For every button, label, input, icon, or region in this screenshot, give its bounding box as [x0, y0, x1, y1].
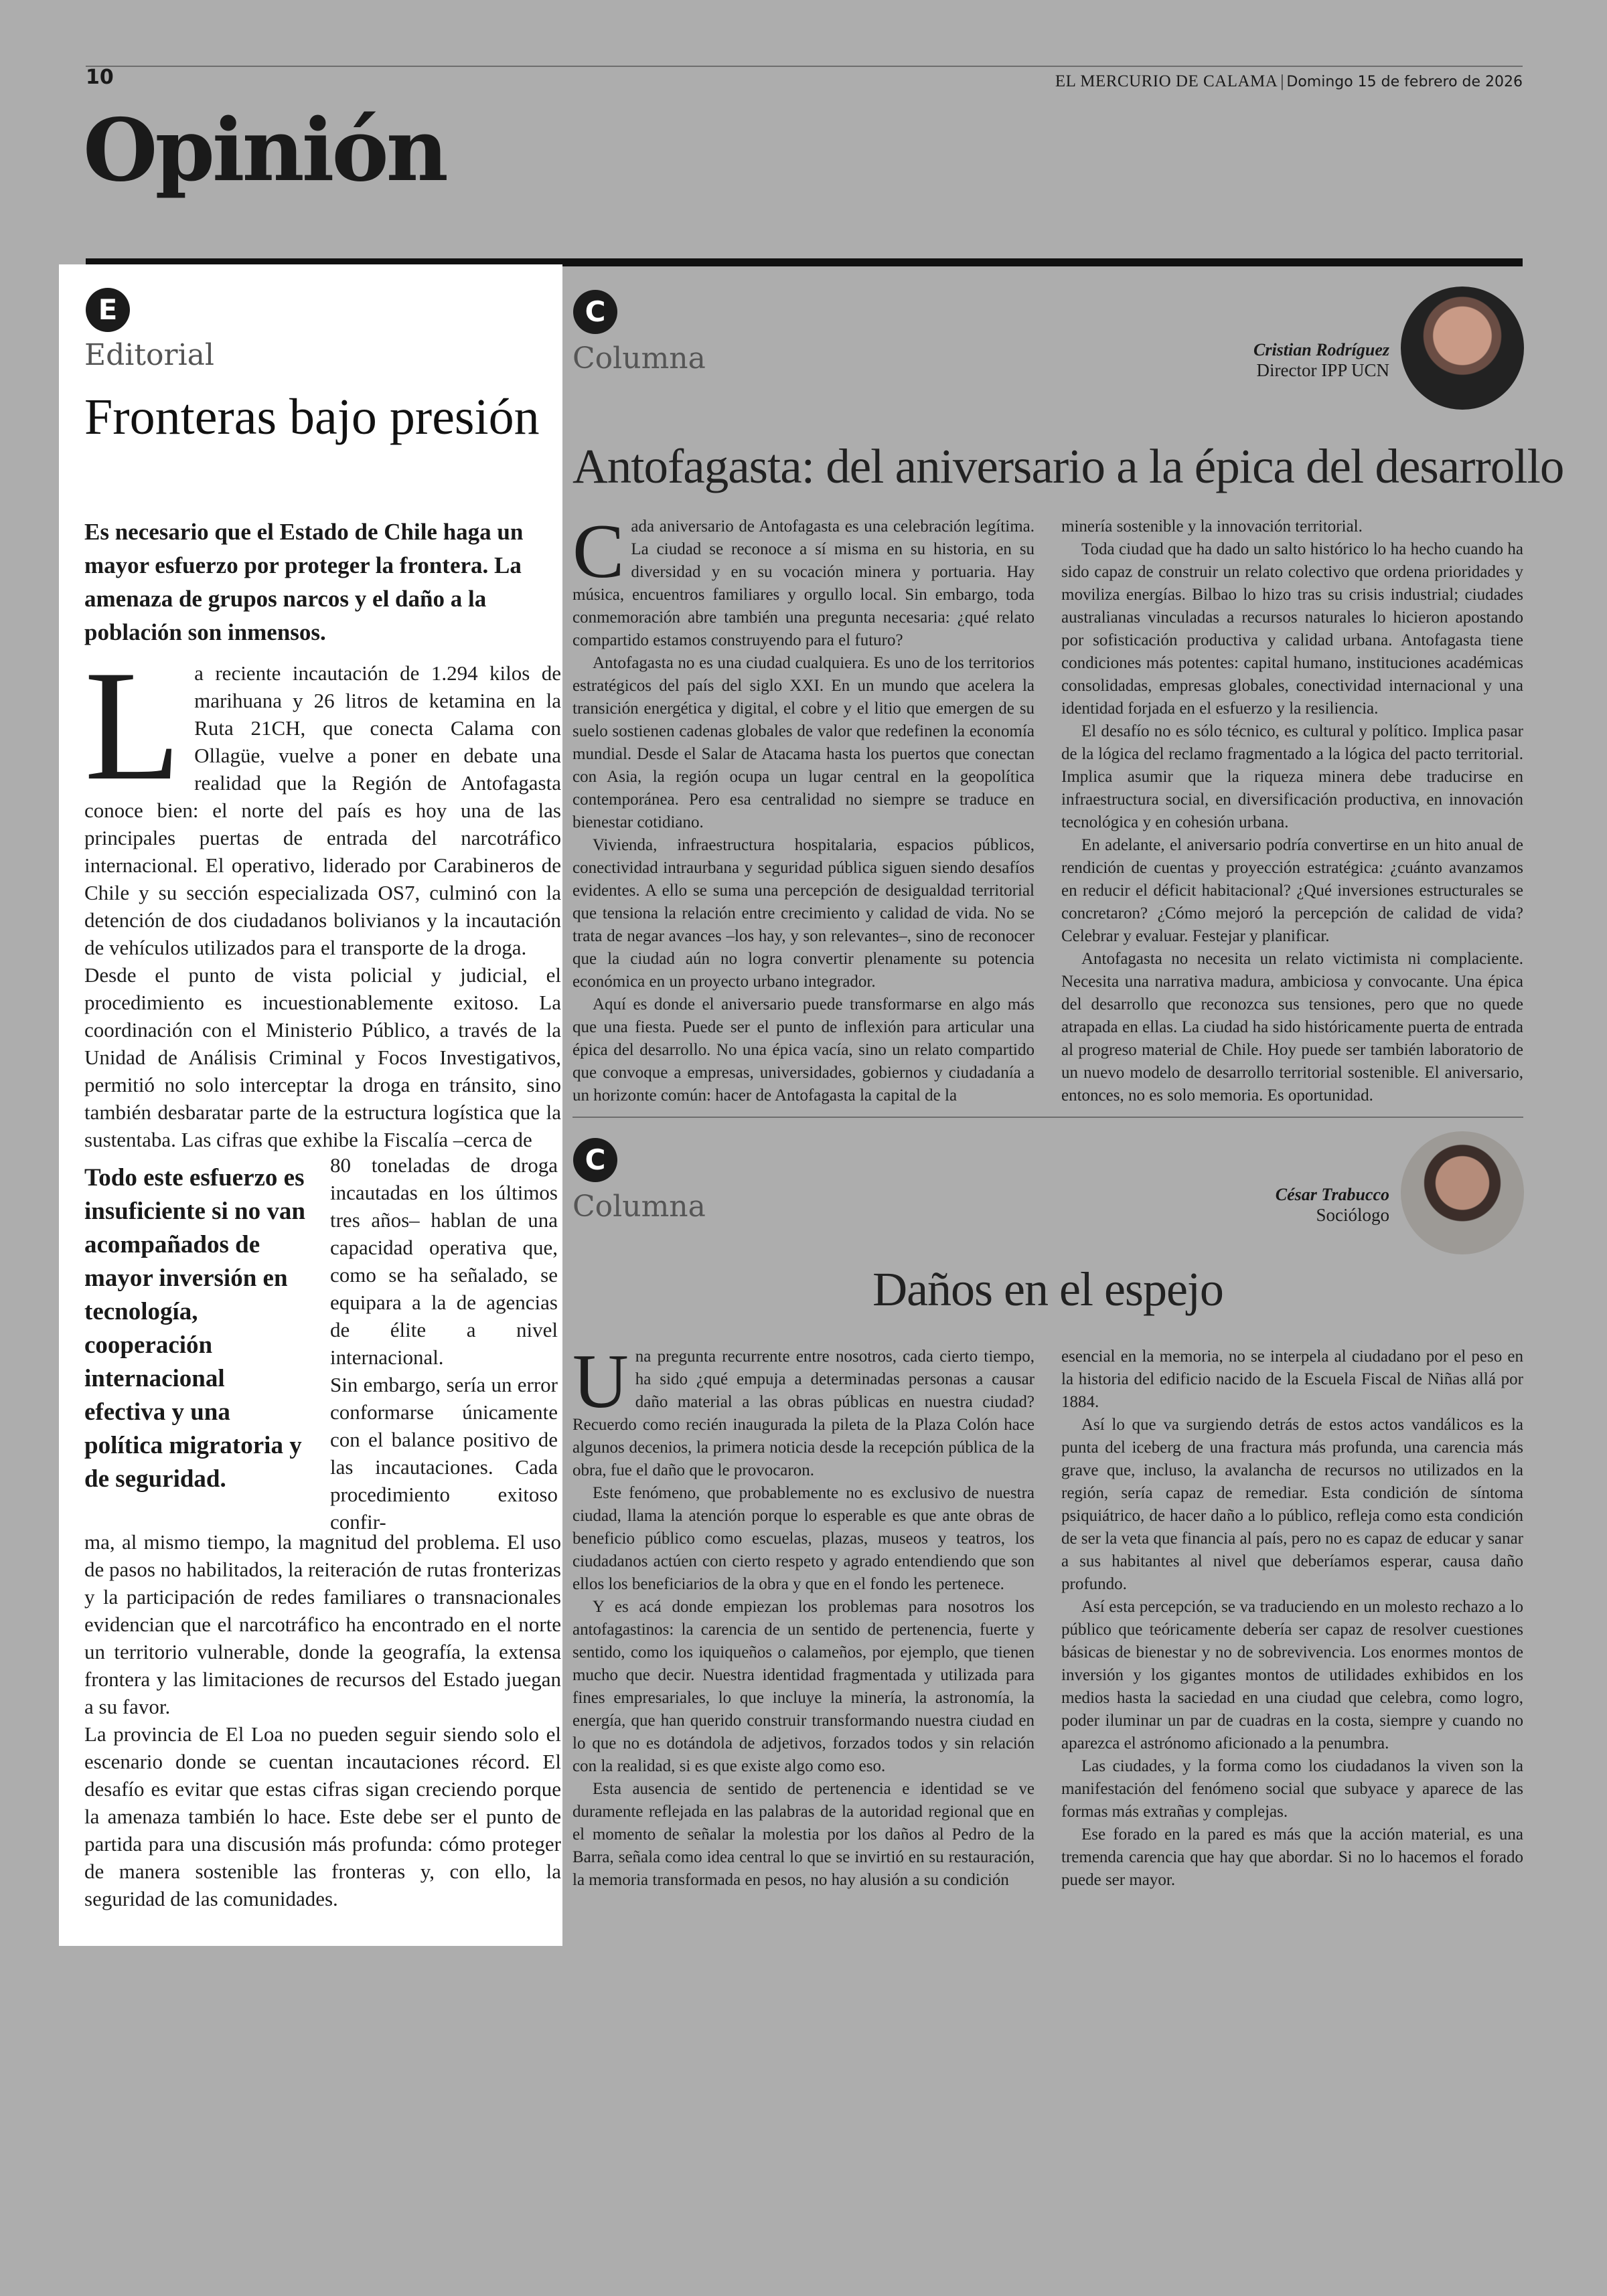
editorial-title: Fronteras bajo presión [84, 389, 540, 445]
top-rule [86, 66, 1523, 67]
editorial-dropcap: L [84, 639, 181, 813]
column-kicker: Columna [572, 1190, 706, 1224]
editorial-pull-quote: Todo este esfuerzo es insuficiente si no van acompañados de mayor inversión en tecnología, cooperación internacional efectiva y una política migratoria y de seguridad. [84, 1164, 305, 1493]
page-number: 10 [86, 66, 114, 89]
editorial-paragraph-2: Desde el punto de vista policial y judicial, el procedimiento es incuestionablemente exitoso. La coordinación con el Ministerio Público, a través de la Unidad de Análisis Criminal y Focos Investigativos, permitió no solo interceptar la droga en tránsito, sino también desbaratar parte de la estructura logística que la sustentaba. Las cifras que exhibe la Fiscalía –cerca de [84, 963, 561, 1151]
column-paragraph: Y es acá donde empiezan los problemas para nosotros los antofagastinos: la carencia de un sentido de pertenencia, fuerte y sentido, como los iquiqueños o calameños, por ejemplo, que tienen mucho que decir. Nuestra identidad fragmentada y utilizada para fines empresariales, lo que incluye la minería, la astronomía, la energía, que han querido construir transformando nuestra ciudad en lo que no es dotándola de adjetivos, forzados todos y sin relación con la realidad, si es que existe algo como eso. [572, 1598, 1035, 1775]
editorial-side-paragraph-1: 80 toneladas de droga incautadas en los últimos tres años– hablan de una capacidad operativa que, como se ha señalado, se equipara a la de agencias de élite a nivel internacional. [330, 1153, 558, 1369]
author-photo [1401, 1131, 1524, 1254]
column-paragraph: En adelante, el aniversario podría convertirse en un hito anual de rendición de cuentas y proyección estratégica: ¿cuánto avanzamos en reducir el déficit habitacional? ¿Qué inversiones estructurales se concretaron? ¿Cómo mejoró la percepción de calidad de vida? Celebrar y evaluar. Festejar y planificar. [1061, 836, 1523, 945]
column-paragraph: Antofagasta no necesita un relato victimista ni complaciente. Necesita una narrativa madura, ambiciosa y convocante. Una épica del desarrollo que reconozca sus tensiones, pero que no quede atrapada en ellas. La ciudad ha sido históricamente puerta de entrada al progreso material de Chile. Hoy puede ser también laboratorio de un nuevo modelo de desarrollo territorial sostenible. El aniversario, entonces, no es solo memoria. Es oportunidad. [1061, 950, 1523, 1104]
column-author [1276, 1185, 1389, 1226]
column-paragraph: Toda ciudad que ha dado un salto histórico lo ha hecho cuando ha sido capaz de construir un relato colectivo que ordena prioridades y moviliza energías. Bilbao lo hizo tras su crisis industrial; ciudades australianas vinculadas a recursos naturales lo hicieron apostando por sofisticación productiva y calidad urbana. Antofagasta tiene condiciones más potentes: capital humano, instituciones académicas consolidadas, empresas globales, conectividad internacional y una identidad forjada en el esfuerzo y la resiliencia. [1061, 540, 1523, 718]
column-paragraph: na pregunta recurrente entre nosotros, cada cierto tiempo, ha sido ¿qué empuja a determinadas personas a causar daño material a las obras públicas en nuestra ciudad? Recuerdo como recién inaugurada la pileta de la Plaza Colón hace algunos decenios, la primera noticia desde la recepción pública de la obra, fue el daño que le provocaron. [572, 1347, 1035, 1479]
column-paragraph: Así lo que va surgiendo detrás de estos actos vandálicos es la punta del iceberg de una fractura más profunda, una carencia más grave que, incluso, la avalancha de recursos no utilizados en la región, sería capaz de remediar. Esta condición de síntoma psiquiátrico, de hacer daño a lo público, refleja como esta condición de ser la veta que financia al país, pero no es capaz de educar y sanar a sus habitantes al nivel que deberíamos esperar, causa daño profundo. [1061, 1416, 1523, 1593]
column-body-right [1061, 515, 1523, 1107]
author-photo [1401, 286, 1524, 410]
editorial-badge-icon: E [86, 288, 130, 332]
column-paragraph: Vivienda, infraestructura hospitalaria, espacios públicos, conectividad intraurbana y seguridad pública siguen siendo desafíos evidentes. A ello se suma una percepción de desigualdad territorial que tensiona la relación entre crecimiento y calidad de vida. No se trata de negar avances –los hay, y son relevantes–, sino de reconocer que la ciudad aún no logra convertir plenamente su potencia económica en un proyecto urbano integrador. [572, 836, 1035, 991]
column-paragraph: Las ciudades, y la forma como los ciudadanos la viven son la manifestación del fenómeno social que subyace y aparece de las formas más extrañas y complejas. [1061, 1757, 1523, 1821]
masthead [1055, 72, 1523, 91]
editorial-lead: Es necesario que el Estado de Chile haga un mayor esfuerzo por proteger la frontera. La amenaza de grupos narcos y el daño a la población son inmensos. [84, 519, 524, 645]
column-body-right [1061, 1345, 1523, 1892]
column-paragraph: El desafío no es sólo técnico, es cultural y político. Implica pasar de la lógica del reclamo fragmentado a la lógica del pacto territorial. Implica asumir que la riqueza minera debe traducirse en infraestructura social, en diversificación productiva, en innovación tecnológica y en cohesión urbana. [1061, 722, 1523, 831]
column-paragraph: ada aniversario de Antofagasta es una celebración legítima. La ciudad se reconoce a sí misma en su historia, en su diversidad y en su vocación minera y portuaria. Hay música, encuentros familiares y orgullo local. Sin embargo, toda conmemoración abre también una pregunta necesaria: ¿qué relato compartido estamos construyendo para el futuro? [572, 517, 1035, 649]
column-kicker: Columna [572, 341, 706, 376]
column-paragraph: esencial en la memoria, no se interpela al ciudadano por el peso en la historia del edificio nacido de la Escuela Fiscal de Niñas allá por 1884. [1061, 1347, 1523, 1411]
editorial-paragraph-4: La provincia de El Loa no pueden seguir siendo solo el escenario donde se cuentan incautaciones récord. El desafío es evitar que estas cifras sigan creciendo porque la amenaza también lo hace. Este debe ser el punto de partida para una discusión más profunda: cómo proteger de manera sostenible las fronteras y, con ello, la seguridad de las comunidades. [84, 1722, 561, 1910]
column-title: Antofagasta: del aniversario a la épica del desarrollo [572, 439, 1564, 493]
editorial-body-top [84, 639, 561, 1153]
masthead-separator: | [1280, 72, 1284, 90]
column-paragraph: Aquí es donde el aniversario puede transformarse en algo más que una fiesta. Puede ser el punto de inflexión para articular una épica del desarrollo. No una épica vacía, sino un relato compartido que convoque a empresas, universidades, gobiernos y ciudadanía a un horizonte común: hacer de Antofagasta la capital de la [572, 995, 1035, 1104]
author-role: Sociólogo [1316, 1205, 1389, 1225]
column-author [1253, 340, 1389, 381]
author-name: César Trabucco [1275, 1185, 1389, 1204]
column-paragraph: Este fenómeno, que probablemente no es exclusivo de nuestra ciudad, llama la atención porque lo esperable es que ante obras de beneficio público como escuelas, plazas, museos y teatros, los ciudadanos actúen con cierto respeto y agrado entendiendo que son ellos los beneficiarios de la obra y que en el fondo les pertenece. [572, 1484, 1035, 1593]
publication-date: Domingo 15 de febrero de 2026 [1286, 74, 1523, 90]
editorial-paragraph-1: a reciente incautación de 1.294 kilos de marihuana y 26 litros de ketamina en la Ruta 21CH, que conecta Calama con Ollagüe, vuelve a poner en debate una realidad que la Región de Antofagasta conoce bien: el norte del país es hoy una de las principales puertas de entrada del narcotráfico internacional. El operativo, liderado por Carabineros de Chile y su sección especializada OS7, culminó con la detención de dos ciudadanos bolivianos y la incautación de vehículos utilizados para el transporte de la droga. [84, 661, 561, 959]
column-body-left [572, 509, 1035, 1107]
column-paragraph: Ese forado en la pared es más que la acción material, es una tremenda carencia que hay que abordar. Si no lo hacemos el forado puede ser mayor. [1061, 1825, 1523, 1889]
column-dropcap: U [572, 1339, 629, 1424]
author-name: Cristian Rodríguez [1253, 340, 1389, 359]
column-paragraph: Esta ausencia de sentido de pertenencia e identidad se ve duramente reflejada en las palabras de la autoridad regional que en el momento de señalar la molestia por los daños al Pedro de la Barra, señala como idea central lo que se invirtió en su restauración, la memoria transformada en pesos, no hay alusión a su condición [572, 1780, 1035, 1889]
column-dropcap: C [572, 509, 625, 594]
editorial-side-paragraph-2: Sin embargo, sería un error conformarse únicamente con el balance positivo de las incautaciones. Cada procedimiento exitoso confir- [330, 1373, 558, 1534]
column-paragraph: minería sostenible y la innovación territorial. [1061, 517, 1363, 536]
column-paragraph: Antofagasta no es una ciudad cualquiera. Es uno de los territorios estratégicos del país del siglo XXI. En un mundo que acelera la transición energética y digital, el cobre y el litio que emergen de su suelo sostienen cadenas globales de valor que redefinen la economía mundial. Desde el Salar de Atacama hasta los puertos que conectan con Asia, la región ocupa un lugar central en la geopolítica contemporánea. Pero esa centralidad no siempre se traduce en bienestar cotidiano. [572, 654, 1035, 831]
editorial-panel [59, 264, 562, 1946]
column-body-left [572, 1339, 1035, 1892]
author-role: Director IPP UCN [1256, 360, 1389, 380]
column-badge-icon: C [573, 1138, 617, 1182]
column-badge-icon: C [573, 290, 617, 334]
column-title: Daños en el espejo [872, 1262, 1223, 1316]
editorial-body-bottom [84, 1528, 561, 1912]
section-title: Opinión [83, 100, 446, 201]
publication-name: EL MERCURIO DE CALAMA [1055, 72, 1278, 90]
column-divider [572, 1117, 1523, 1118]
editorial-paragraph-3: ma, al mismo tiempo, la magnitud del problema. El uso de pasos no habilitados, la reiteración de rutas fronterizas y la participación de redes familiares o transnacionales evidencian que el narcotráfico ha encontrado en el norte un territorio vulnerable, donde la geografía, la extensa frontera y las limitaciones de recursos del Estado juegan a su favor. [84, 1530, 561, 1718]
column-paragraph: Así esta percepción, se va traduciendo en un molesto rechazo a lo público que teóricamente debería ser capaz de resolver cuestiones básicas de bienestar y no de sobrevivencia. Los enormes montos de inversión y los gigantes montos de utilidades exhibidos en los medios hasta la saciedad en una ciudad que celebra, como logro, poder iluminar un par de cuadras en la costa, siempre y cuando no aparezca el astrónomo aficionado a la penumbra. [1061, 1598, 1523, 1752]
editorial-kicker: Editorial [84, 338, 214, 372]
editorial-side-text [330, 1151, 558, 1536]
